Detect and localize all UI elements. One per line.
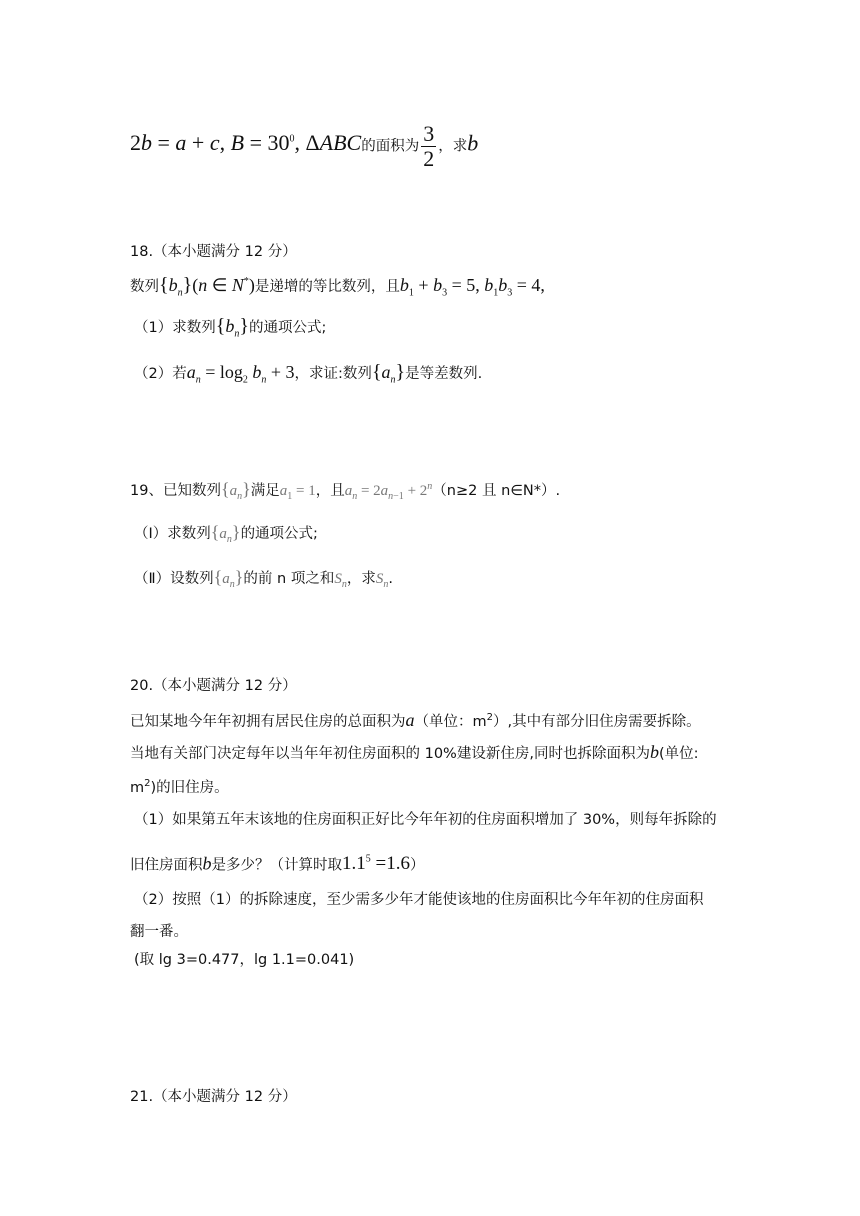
prev-problem-line: [130, 116, 479, 171]
var-b: b: [649, 742, 659, 762]
math-an: $\{a_n\}$: [210, 522, 241, 545]
q18-stem: 数列$\{b_n\}(n$ ∈ N*)是递增的等比数列，且$b_1 + b_3 = 5$, $b_1b_3 = 4$,: [130, 274, 545, 299]
area-label: 的面积为: [361, 138, 420, 155]
q20-line3: $m^2$)的旧住房。: [130, 778, 229, 796]
q18-part2: （2）若$a_n = \log_2 b_n + 3$，求证:数列$\{a_n\}$是等差数列.: [134, 361, 483, 386]
var-b: b: [467, 130, 479, 156]
math-recurrence: $a_n = 2a_{n-1} + 2^n$: [344, 481, 433, 502]
math-sn: $S_n$: [334, 571, 347, 590]
math-approx: $1.1^5 =1.6$: [342, 853, 410, 875]
q20-hint: (取 lg 3=0.477，lg 1.1=0.041): [134, 952, 355, 968]
q20-part1-line2: 旧住房面积b是多少？（计算时取$1.1^5 =1.6$）: [130, 853, 425, 875]
q19-part1: （Ⅰ）求数列$\{a_n\}$的通项公式;: [134, 522, 318, 545]
math-bn-set: $\{b_n\}(n$ ∈ N*): [159, 274, 255, 299]
q20-part2-line2: 翻一番。: [130, 924, 188, 940]
var-a: a: [405, 709, 415, 730]
q18-header: 18.（本小题满分 12 分）: [130, 244, 297, 260]
math-sn: $S_n$: [375, 571, 389, 590]
math-an: $\{a_n\}$: [371, 361, 406, 386]
math-an: $\{a_n\}$: [213, 567, 244, 590]
q19-stem: 19、已知数列$\{a_n\}$满足$a_1 = 1$，且$a_n = 2a_{n-1} + 2^n(n\ge 2$ 且 n∈N*）.: [130, 479, 561, 502]
math-b-conditions: $b_1 + b_3 = 5$, $b_1b_3 = 4$,: [399, 275, 545, 299]
var-b: b: [202, 853, 212, 874]
q20-line1: 已知某地今年年初拥有居民住房的总面积为a（单位：$m^2$）,其中有部分旧住房需要拆除。: [130, 709, 701, 730]
q20-part2: （2）按照（1）的拆除速度，至少需多少年才能使该地的住房面积比今年年初的住房面积: [134, 892, 704, 908]
q19-part2: （Ⅱ）设数列$\{a_n\}$的前 n 项之和$S_n$，求$S_n$.: [134, 567, 393, 590]
math-a1: $a_1 = 1$: [279, 483, 316, 502]
q20-part1: （1）如果第五年末该地的住房面积正好比今年年初的住房面积增加了 30%，则每年拆除的: [134, 812, 717, 828]
fraction-three-halves: $\frac{3}{2}$: [423, 120, 435, 171]
math-bn: $\{b_n\}$: [215, 315, 249, 340]
math-an-def: $a_n = \log_2 b_n + 3$: [186, 362, 295, 386]
math-an: $\{a_n\}$: [220, 479, 251, 502]
condition-formula: 2b = a + c, $B = 30^0$, ΔABC: [130, 130, 362, 156]
q21-header: 21.（本小题满分 12 分）: [130, 1089, 297, 1105]
find-label: ，求: [438, 138, 468, 155]
q20-header: 20.（本小题满分 12 分）: [130, 678, 297, 694]
q20-line2: 当地有关部门决定每年以当年年初住房面积的 10%建设新住房,同时也拆除面积为b(单位:: [130, 742, 699, 762]
q18-part1: （1）求数列$\{b_n\}$的通项公式;: [134, 315, 327, 340]
